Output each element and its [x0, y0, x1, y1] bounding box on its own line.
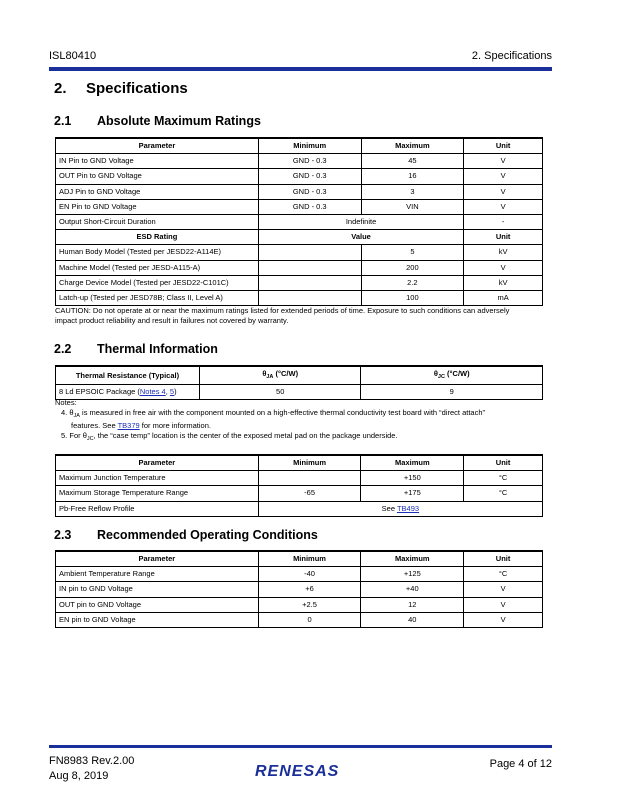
- footer-date: Aug 8, 2019: [49, 770, 109, 782]
- table-row: OUT Pin to GND Voltage GND - 0.3 16 V: [56, 169, 543, 184]
- esd-header-row: ESD Rating Value Unit: [56, 230, 543, 245]
- table-row: Pb-Free Reflow Profile See TB493: [56, 501, 543, 516]
- footer-doc-rev: FN8983 Rev.2.00: [49, 755, 135, 767]
- tb379-link[interactable]: TB379: [117, 421, 140, 430]
- caution-text: CAUTION: Do not operate at or near the maximum ratings listed for extended periods of time. Exposure to such conditions can adversely impact product reliability and result in failures not covered by warranty.: [55, 306, 510, 325]
- header-doc-id: ISL80410: [49, 50, 97, 62]
- header-section: 2. Specifications: [471, 50, 552, 62]
- table-row: Maximum Junction Temperature +150 °C: [56, 471, 543, 486]
- absolute-max-ratings-table: Parameter Minimum Maximum Unit IN Pin to GND Voltage GND - 0.3 45 V OUT Pin to GND Voltage GND - 0.3 16 V ADJ Pin to GND Voltage GND - 0.3 3 V EN Pin to GND Voltage GND - 0.3 VIN V Output Short-Circuit Duration Indefinite - ESD Rating Value Unit Human Body Model (Tested per JESD22-A114E) 5 kV Machine Model (Tested per JESD-A115-A) 200 V Charge Device Model (Tested per JESD22-C101C) 2.2 kV Latch-up (Tested per JESD78B; Class II, Level A) 100 mA: [55, 137, 543, 306]
- table-row: IN pin to GND Voltage +6 +40 V: [56, 582, 543, 597]
- tb493-link[interactable]: TB493: [396, 503, 420, 513]
- note-5-link[interactable]: 5: [169, 387, 175, 397]
- table-row: Ambient Temperature Range -40 +125 °C: [56, 567, 543, 582]
- header-rule: [49, 67, 552, 71]
- renesas-logo: RENESAS: [255, 763, 340, 780]
- table-row: Maximum Storage Temperature Range -65 +175 °C: [56, 486, 543, 501]
- recommended-operating-conditions-table: Parameter Minimum Maximum Unit Ambient Temperature Range -40 +125 °C IN pin to GND Voltage +6 +40 V OUT pin to GND Voltage +2.5 12 V EN pin to GND Voltage 0 40 V: [55, 550, 543, 628]
- table-row: 8 Ld EPSOIC Package (Notes 4, 5) 50 9: [56, 385, 543, 400]
- section-2-3-heading: 2.3 Recommended Operating Conditions: [54, 528, 318, 542]
- temperature-table: Parameter Minimum Maximum Unit Maximum Junction Temperature +150 °C Maximum Storage Temperature Range -65 +175 °C Pb-Free Reflow Profile See TB493: [55, 454, 543, 517]
- section-2-1-heading: 2.1 Absolute Maximum Ratings: [54, 114, 261, 128]
- notes-4-link[interactable]: Notes 4: [139, 387, 166, 397]
- table-row: EN Pin to GND Voltage GND - 0.3 VIN V: [56, 199, 543, 214]
- table-row: Latch-up (Tested per JESD78B; Class II, Level A) 100 mA: [56, 290, 543, 305]
- footer-rule: [49, 745, 552, 748]
- section-2-2-heading: 2.2 Thermal Information: [54, 342, 218, 356]
- table-row: Output Short-Circuit Duration Indefinite -: [56, 214, 543, 229]
- page-title: 2. Specifications: [54, 80, 188, 97]
- table-row: Charge Device Model (Tested per JESD22-C101C) 2.2 kV: [56, 275, 543, 290]
- table-row: Human Body Model (Tested per JESD22-A114E) 5 kV: [56, 245, 543, 260]
- table-row: IN Pin to GND Voltage GND - 0.3 45 V: [56, 154, 543, 169]
- thermal-information-table: Thermal Resistance (Typical) $\theta_{JA}$ (°C/W) $\theta_{JC}$ (°C/W) 8 Ld EPSOIC Package (Notes 4, 5) 50 9: [55, 365, 543, 400]
- table-row: OUT pin to GND Voltage +2.5 12 V: [56, 597, 543, 612]
- thermal-notes: Notes: 4. $\theta_{JA}$ is measured in free air with the component mounted on a high-effective thermal conductivity test board with “direct attach” features. See TB379 for more information. 5. For $\theta_{JC}$, the “case temp” location is the center of the exposed metal pad on the package underside.: [55, 398, 486, 442]
- table-row: ADJ Pin to GND Voltage GND - 0.3 3 V: [56, 184, 543, 199]
- table-row: Machine Model (Tested per JESD-A115-A) 200 V: [56, 260, 543, 275]
- table-row: EN pin to GND Voltage 0 40 V: [56, 612, 543, 627]
- footer-page-number: Page 4 of 12: [489, 758, 552, 770]
